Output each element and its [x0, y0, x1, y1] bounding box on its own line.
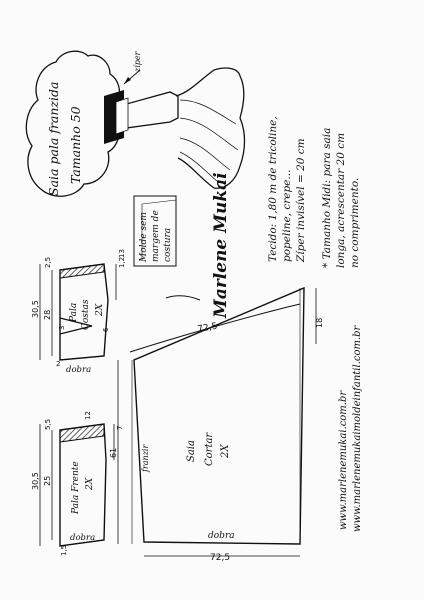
saia-gather: franzir: [141, 444, 150, 472]
mold-note-line2: margem de: [151, 210, 161, 262]
saia-cut: Cortar: [204, 432, 215, 466]
instruction-line3: Zíper invisível = 20 cm: [295, 138, 307, 262]
pala-frente-width: 30,5: [31, 472, 40, 490]
pala-frente-fold: dobra: [70, 533, 96, 543]
pala-costas-dart: 3: [58, 325, 66, 330]
saia-height: 61: [109, 447, 118, 458]
mold-note: [134, 196, 176, 266]
pala-costas-top-right: 1,2: [118, 256, 126, 268]
urls: [338, 324, 363, 532]
pala-costas-dart-len: 6: [102, 327, 110, 332]
saia-name: Saia: [186, 440, 197, 462]
saia-piece: [109, 288, 324, 563]
pala-frente-name: Pala Frente: [71, 461, 81, 514]
saia-qty: 2X: [220, 444, 231, 458]
pala-frente-qty: 2X: [85, 477, 95, 490]
url-line1: www.marlenemukai.com.br: [338, 390, 349, 530]
mold-note-line3: costura: [163, 227, 173, 262]
signature-text: Marlene Mukai: [211, 172, 231, 318]
pala-frente-piece: [31, 411, 124, 556]
zipper-label: zíper: [133, 51, 142, 72]
pala-frente-height1: 12: [84, 411, 92, 420]
instruction-line6: no comprimento.: [349, 177, 361, 268]
pala-costas-width: 30,5: [31, 300, 40, 318]
pala-costas-name2: Costas: [81, 299, 91, 330]
saia-bottom-edge: 72,5: [210, 553, 231, 563]
pala-costas-inner-width: 28: [43, 309, 52, 320]
pala-frente-bottom-left: 1,5: [60, 544, 68, 556]
pala-costas-height: 13: [118, 249, 126, 258]
pala-costas-qty: 2X: [95, 303, 105, 316]
instructions: [267, 116, 361, 268]
pala-costas-fold: dobra: [66, 365, 92, 375]
url-line2: www.marlenemukaimoldeinfantil.com.br: [352, 325, 363, 532]
instruction-line4: * Tamanho Midi: para saia: [321, 127, 333, 268]
instruction-line5: longa, acrescentar 20 cm: [335, 132, 347, 268]
title-line2: Tamanho 50: [68, 106, 83, 184]
pala-costas-name: Pala: [69, 302, 79, 322]
title-line1: Saia pala franzida: [46, 81, 61, 196]
saia-top-edge: 72,5: [196, 321, 219, 335]
mold-note-line1: Molde sem: [139, 212, 149, 262]
pala-frente-height2: 7: [116, 425, 124, 430]
pala-costas-bottom-left: 2: [56, 360, 61, 368]
skirt-sketch: [104, 50, 245, 188]
pala-costas-top: 2,5: [44, 256, 52, 268]
pala-costas-piece: [31, 249, 126, 375]
instruction-line1: Tecido: 1,80 m de tricoline,: [267, 116, 279, 262]
instruction-line2: popeline, crepe...: [281, 169, 293, 262]
pala-frente-inner-width: 25: [43, 475, 52, 486]
saia-side-rise: 18: [315, 317, 324, 328]
pala-frente-top: 5,5: [44, 418, 52, 430]
saia-fold: dobra: [208, 531, 235, 541]
